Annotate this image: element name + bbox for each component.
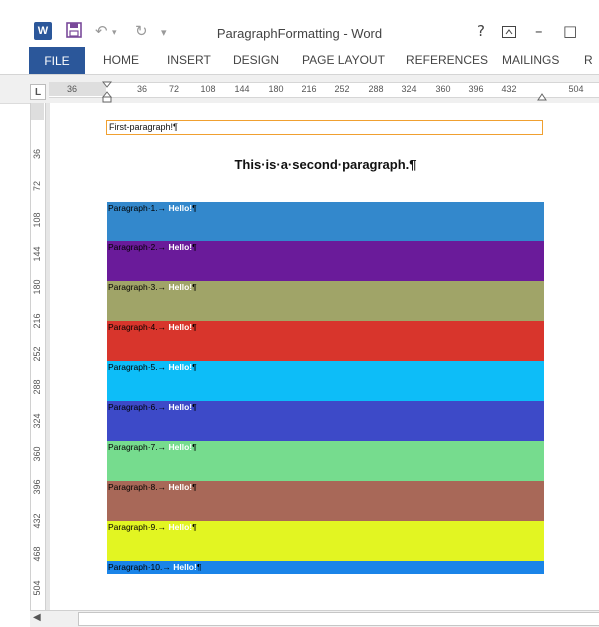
paragraph-label: Paragraph·5.→	[108, 362, 167, 372]
paragraph-label: Paragraph·4.→	[108, 322, 167, 332]
pilcrow-mark: ¶	[192, 242, 197, 252]
word-app-icon[interactable]: W	[34, 22, 52, 40]
paragraph-line	[108, 362, 197, 372]
paragraph-block[interactable]	[107, 281, 544, 321]
vruler-number: 72	[32, 180, 42, 192]
paragraph-hello: Hello!	[168, 402, 193, 412]
ruler-number: 396	[468, 84, 484, 94]
vruler-number: 216	[32, 313, 42, 329]
ruler-number: 36	[66, 84, 78, 94]
paragraph-hello: Hello!	[168, 322, 193, 332]
paragraph-hello: Hello!	[168, 362, 193, 372]
pilcrow-mark: ¶	[192, 362, 197, 372]
paragraph-label: Paragraph·3.→	[108, 282, 167, 292]
pilcrow-mark: ¶	[192, 402, 197, 412]
ruler-number: 108	[200, 84, 216, 94]
help-button[interactable]: ?	[477, 22, 485, 40]
ruler-number: 36	[136, 84, 148, 94]
paragraph-block[interactable]	[107, 521, 544, 561]
paragraph-block[interactable]	[107, 401, 544, 441]
ruler-number: 252	[334, 84, 350, 94]
paragraph-block[interactable]	[107, 241, 544, 281]
paragraph-label: Paragraph·2.→	[108, 242, 167, 252]
paragraph-block[interactable]	[107, 202, 544, 242]
vruler-number: 144	[32, 246, 42, 262]
paragraph-label: Paragraph·7.→	[108, 442, 167, 452]
ruler-number: 504	[568, 84, 584, 94]
window-left-edge	[0, 75, 29, 626]
customize-quick-access-icon[interactable]: ▾	[161, 26, 167, 39]
paragraph-hello: Hello!	[168, 282, 193, 292]
paragraph-line	[108, 203, 197, 213]
ruler-number: 180	[268, 84, 284, 94]
ruler-number: 360	[435, 84, 451, 94]
vertical-ruler-top-margin	[31, 103, 44, 120]
paragraph-line	[108, 442, 197, 452]
window-title: ParagraphFormatting - Word	[216, 26, 383, 41]
paragraph-block[interactable]	[107, 561, 544, 574]
tab-mailings[interactable]: MAILINGS	[502, 53, 560, 67]
vruler-number: 108	[32, 212, 42, 228]
paragraph-block[interactable]	[107, 441, 544, 481]
vruler-number: 324	[32, 413, 42, 429]
undo-dropdown-icon[interactable]: ▾	[112, 28, 117, 38]
paragraph-block[interactable]	[107, 361, 544, 401]
paragraph-line	[108, 282, 197, 292]
scrollbar-thumb[interactable]	[78, 612, 599, 626]
paragraph-label: Paragraph·1.→	[108, 203, 167, 213]
pilcrow-mark: ¶	[196, 562, 202, 572]
vruler-number: 36	[32, 148, 42, 160]
save-icon[interactable]	[66, 22, 82, 42]
paragraph-hello: Hello!	[168, 522, 193, 532]
first-paragraph[interactable]: First-paragraph!¶	[106, 120, 543, 135]
paragraph-block[interactable]	[107, 481, 544, 521]
pilcrow-mark: ¶	[192, 203, 197, 213]
paragraph-line	[108, 522, 197, 532]
pilcrow-mark: ¶	[192, 322, 197, 332]
paragraph-hello: Hello!	[168, 203, 193, 213]
paragraph-hello: Hello!	[168, 482, 193, 492]
pilcrow-mark: ¶	[192, 282, 197, 292]
undo-icon[interactable]: ↶	[95, 22, 108, 40]
paragraph-label: Paragraph·8.→	[108, 482, 167, 492]
paragraph-label: Paragraph·10.→	[108, 562, 171, 572]
tab-file[interactable]: FILE	[29, 47, 85, 74]
ruler-number: 288	[368, 84, 384, 94]
tab-selector[interactable]: L	[30, 84, 46, 100]
second-paragraph[interactable]: This·is·a·second·paragraph.¶	[234, 157, 417, 172]
tab-page-layout[interactable]: PAGE LAYOUT	[302, 53, 385, 67]
pilcrow-mark: ¶	[192, 442, 197, 452]
vruler-number: 432	[32, 513, 42, 529]
paragraph-block[interactable]	[107, 321, 544, 361]
maximize-button[interactable]: □	[563, 22, 578, 40]
ruler-number: 432	[501, 84, 517, 94]
tab-references[interactable]: REFERENCES	[406, 53, 489, 67]
paragraph-line	[108, 322, 197, 332]
paragraph-line	[108, 482, 197, 492]
paragraph-line	[108, 242, 197, 252]
vruler-number: 504	[32, 580, 42, 596]
vruler-number: 360	[32, 446, 42, 462]
scroll-left-icon[interactable]: ◀	[33, 612, 41, 623]
tab-design[interactable]: DESIGN	[233, 53, 280, 67]
paragraph-hello: Hello!	[168, 442, 193, 452]
ribbon-display-options-icon[interactable]	[502, 24, 516, 42]
ruler-number: 72	[168, 84, 180, 94]
minimize-button[interactable]: –	[535, 22, 543, 40]
vruler-number: 396	[32, 479, 42, 495]
paragraph-label: Paragraph·9.→	[108, 522, 167, 532]
tab-review-partial[interactable]: R	[584, 53, 593, 67]
tab-home[interactable]: HOME	[103, 53, 139, 67]
paragraph-label: Paragraph·6.→	[108, 402, 167, 412]
vruler-number: 180	[32, 279, 42, 295]
paragraph-hello: Hello!	[168, 242, 193, 252]
vruler-number: 252	[32, 346, 42, 362]
paragraph-line	[108, 562, 201, 572]
ruler-number: 144	[234, 84, 250, 94]
ruler-number: 324	[401, 84, 417, 94]
ruler-number: 216	[301, 84, 317, 94]
pilcrow-mark: ¶	[192, 482, 197, 492]
pilcrow-mark: ¶	[192, 522, 197, 532]
paragraph-hello: Hello!	[173, 562, 197, 572]
vruler-number: 288	[32, 379, 42, 395]
paragraph-line	[108, 402, 197, 412]
redo-icon[interactable]: ↻	[135, 22, 148, 40]
vruler-number: 468	[32, 546, 42, 562]
ruler-left-margin	[49, 82, 106, 96]
tab-insert[interactable]: INSERT	[167, 53, 211, 67]
